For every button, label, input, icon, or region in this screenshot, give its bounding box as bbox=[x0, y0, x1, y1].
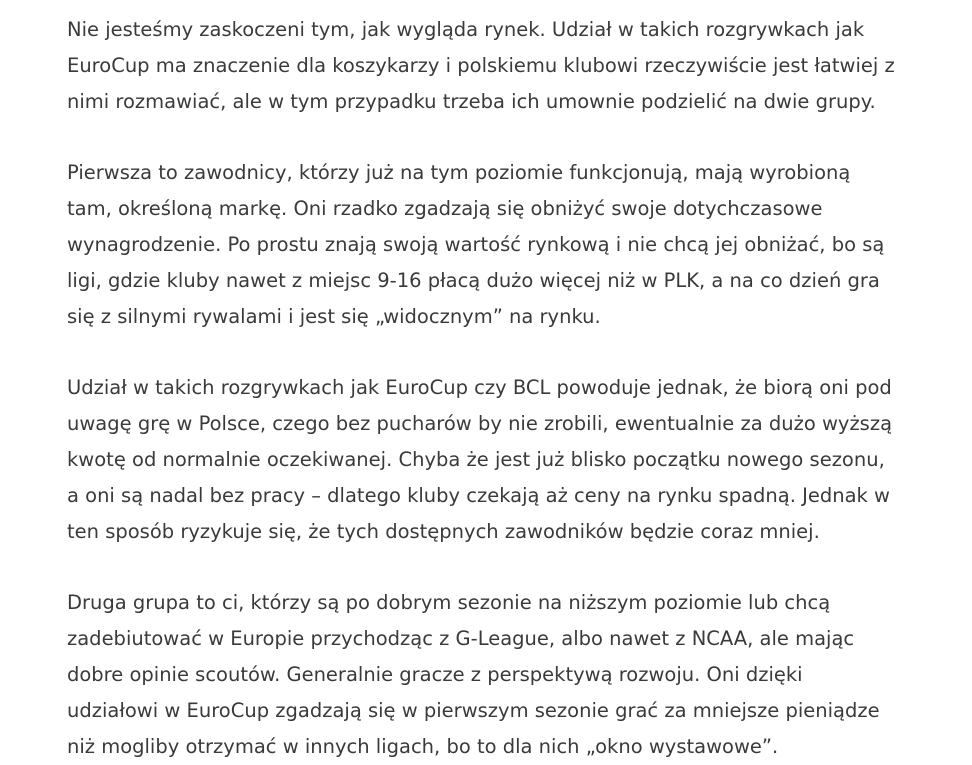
paragraph-line: a oni są nadal bez pracy – dlatego kluby czekają aż ceny na rynku spadną. Jednak w bbox=[67, 484, 890, 507]
paragraph-line: tam, określoną markę. Oni rzadko zgadzają się obniżyć swoje dotychczasowe bbox=[67, 197, 823, 220]
paragraph-line: nimi rozmawiać, ale w tym przypadku trzeba ich umownie podzielić na dwie grupy. bbox=[67, 90, 876, 113]
paragraph-market bbox=[67, 12, 895, 120]
paragraph-line: niż mogliby otrzymać w innych ligach, bo to dla nich „okno wystawowe”. bbox=[67, 735, 779, 758]
paragraph-line: zadebiutować w Europie przychodząc z G-League, albo nawet z NCAA, ale mając bbox=[67, 627, 855, 650]
paragraph-line: ligi, gdzie kluby nawet z miejsc 9-16 płacą dużo więcej niż w PLK, a na co dzień gra bbox=[67, 269, 880, 292]
paragraph-line: wynagrodzenie. Po prostu znają swoją wartość rynkową i nie chcą jej obniżać, bo są bbox=[67, 233, 885, 256]
paragraph-line: udziałowi w EuroCup zgadzają się w pierwszym sezonie grać za mniejsze pieniądze bbox=[67, 699, 880, 722]
paragraph-line: dobre opinie scoutów. Generalnie gracze z perspektywą rozwoju. Oni dzięki bbox=[67, 663, 803, 686]
paragraph-line: uwagę grę w Polsce, czego bez pucharów by nie zrobili, ewentualnie za dużo wyższą bbox=[67, 412, 893, 435]
paragraph-spacer bbox=[67, 120, 847, 155]
paragraph-spacer bbox=[67, 335, 847, 370]
paragraph-line: ten sposób ryzykuje się, że tych dostępnych zawodników będzie coraz mniej. bbox=[67, 520, 820, 543]
paragraph-second-group bbox=[67, 585, 880, 765]
paragraph-line: Pierwsza to zawodnicy, którzy już na tym poziomie funkcjonują, mają wyrobioną bbox=[67, 161, 851, 184]
paragraph-first-group bbox=[67, 155, 885, 335]
paragraph-line: się z silnymi rywalami i jest się „widocznym” na rynku. bbox=[67, 305, 601, 328]
paragraph-spacer bbox=[67, 550, 847, 585]
paragraph-line: Nie jesteśmy zaskoczeni tym, jak wygląda rynek. Udział w takich rozgrywkach jak bbox=[67, 18, 865, 41]
paragraph-line: EuroCup ma znaczenie dla koszykarzy i polskiemu klubowi rzeczywiście jest łatwiej z bbox=[67, 54, 895, 77]
paragraph-line: Druga grupa to ci, którzy są po dobrym sezonie na niższym poziomie lub chcą bbox=[67, 591, 831, 614]
paragraph-line: Udział w takich rozgrywkach jak EuroCup czy BCL powoduje jednak, że biorą oni pod bbox=[67, 376, 892, 399]
paragraph-eurocup-effect bbox=[67, 370, 893, 550]
article-body bbox=[67, 12, 895, 765]
paragraph-line: kwotę od normalnie oczekiwanej. Chyba że jest już blisko początku nowego sezonu, bbox=[67, 448, 885, 471]
